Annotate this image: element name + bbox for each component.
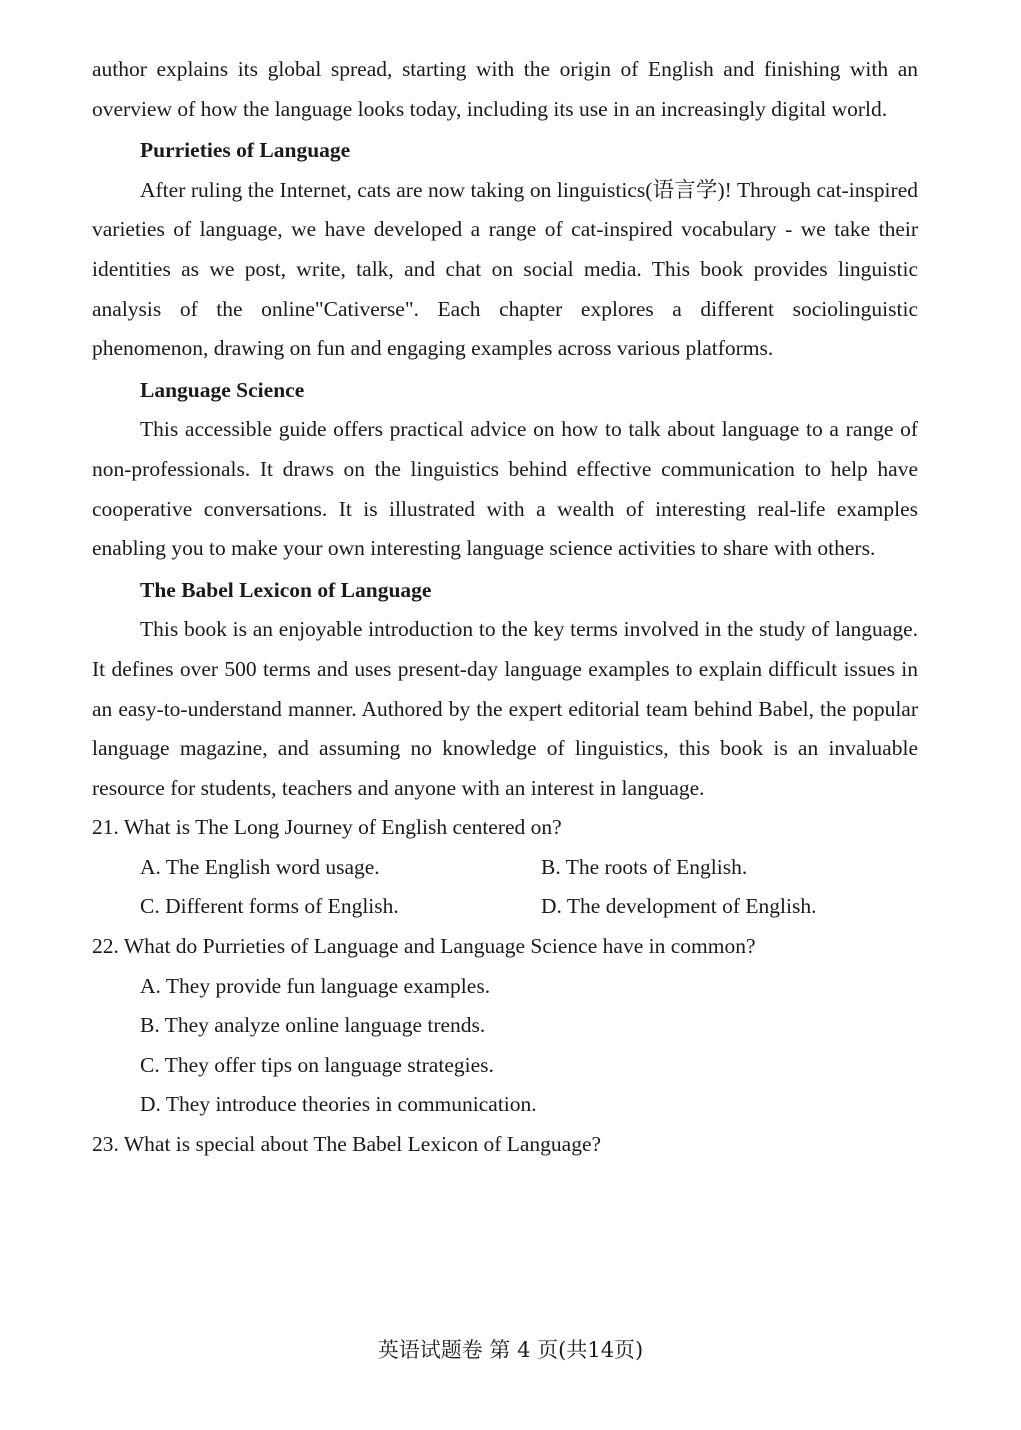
section-body: After ruling the Internet, cats are now taking on linguistics(语言学)! Through cat-inspired varieties of language, we have developed a range of cat-inspired vocabulary - we take their identities as we post, write, talk, and chat on social media. This book provides linguistic analysis of the online"Cativerse". Each chapter explores a different sociolinguistic phenomenon, drawing on fun and engaging examples across various platforms. <box>92 177 918 361</box>
answer-options <box>92 967 918 1125</box>
question-22 <box>92 927 918 1125</box>
question-stem: 21. What is The Long Journey of English centered on? <box>92 815 562 840</box>
question-stem: 22. What do Purrieties of Language and Language Science have in common? <box>92 934 756 959</box>
option-a: A. The English word usage. <box>140 854 380 879</box>
answer-options <box>92 848 918 927</box>
question-23 <box>92 1125 918 1165</box>
section-title: The Babel Lexicon of Language <box>140 577 432 602</box>
section-body: This book is an enjoyable introduction to the key terms involved in the study of language. It defines over 500 terms and uses present-day language examples to explain difficult issues in an easy-to-understand manner. Authored by the expert editorial team behind Babel, the popular language magazine, and assuming no knowledge of linguistics, this book is an invaluable resource for students, teachers and anyone with an interest in language. <box>92 617 918 800</box>
option-b: B. They analyze online language trends. <box>140 1013 486 1038</box>
option-c: C. They offer tips on language strategies. <box>140 1052 494 1077</box>
book-section-purrieties <box>92 131 918 369</box>
option-c: C. Different forms of English. <box>140 894 399 919</box>
book-section-language-science <box>92 371 918 569</box>
section-title: Purrieties of Language <box>140 138 351 163</box>
page-content <box>92 50 918 1165</box>
page-footer: 英语试题卷 第 4 页(共14页) <box>377 1338 644 1362</box>
question-21 <box>92 808 918 927</box>
option-d: D. The development of English. <box>541 894 817 919</box>
book-section-babel-lexicon <box>92 571 918 809</box>
option-d: D. They introduce theories in communication. <box>140 1092 537 1117</box>
option-a: A. They provide fun language examples. <box>140 973 491 998</box>
section-body: This accessible guide offers practical advice on how to talk about language to a range of non-professionals. It draws on the linguistics behind effective communication to help have cooperative conversations. It is illustrated with a wealth of interesting real-life examples enabling you to make your own interesting language science activities to share with others. <box>92 417 918 561</box>
option-b: B. The roots of English. <box>541 854 748 879</box>
intro-paragraph: author explains its global spread, starting with the origin of English and finishing with an overview of how the language looks today, including its use in an increasingly digital world. <box>92 57 918 121</box>
question-stem: 23. What is special about The Babel Lexicon of Language? <box>92 1132 602 1157</box>
section-title: Language Science <box>140 377 305 402</box>
